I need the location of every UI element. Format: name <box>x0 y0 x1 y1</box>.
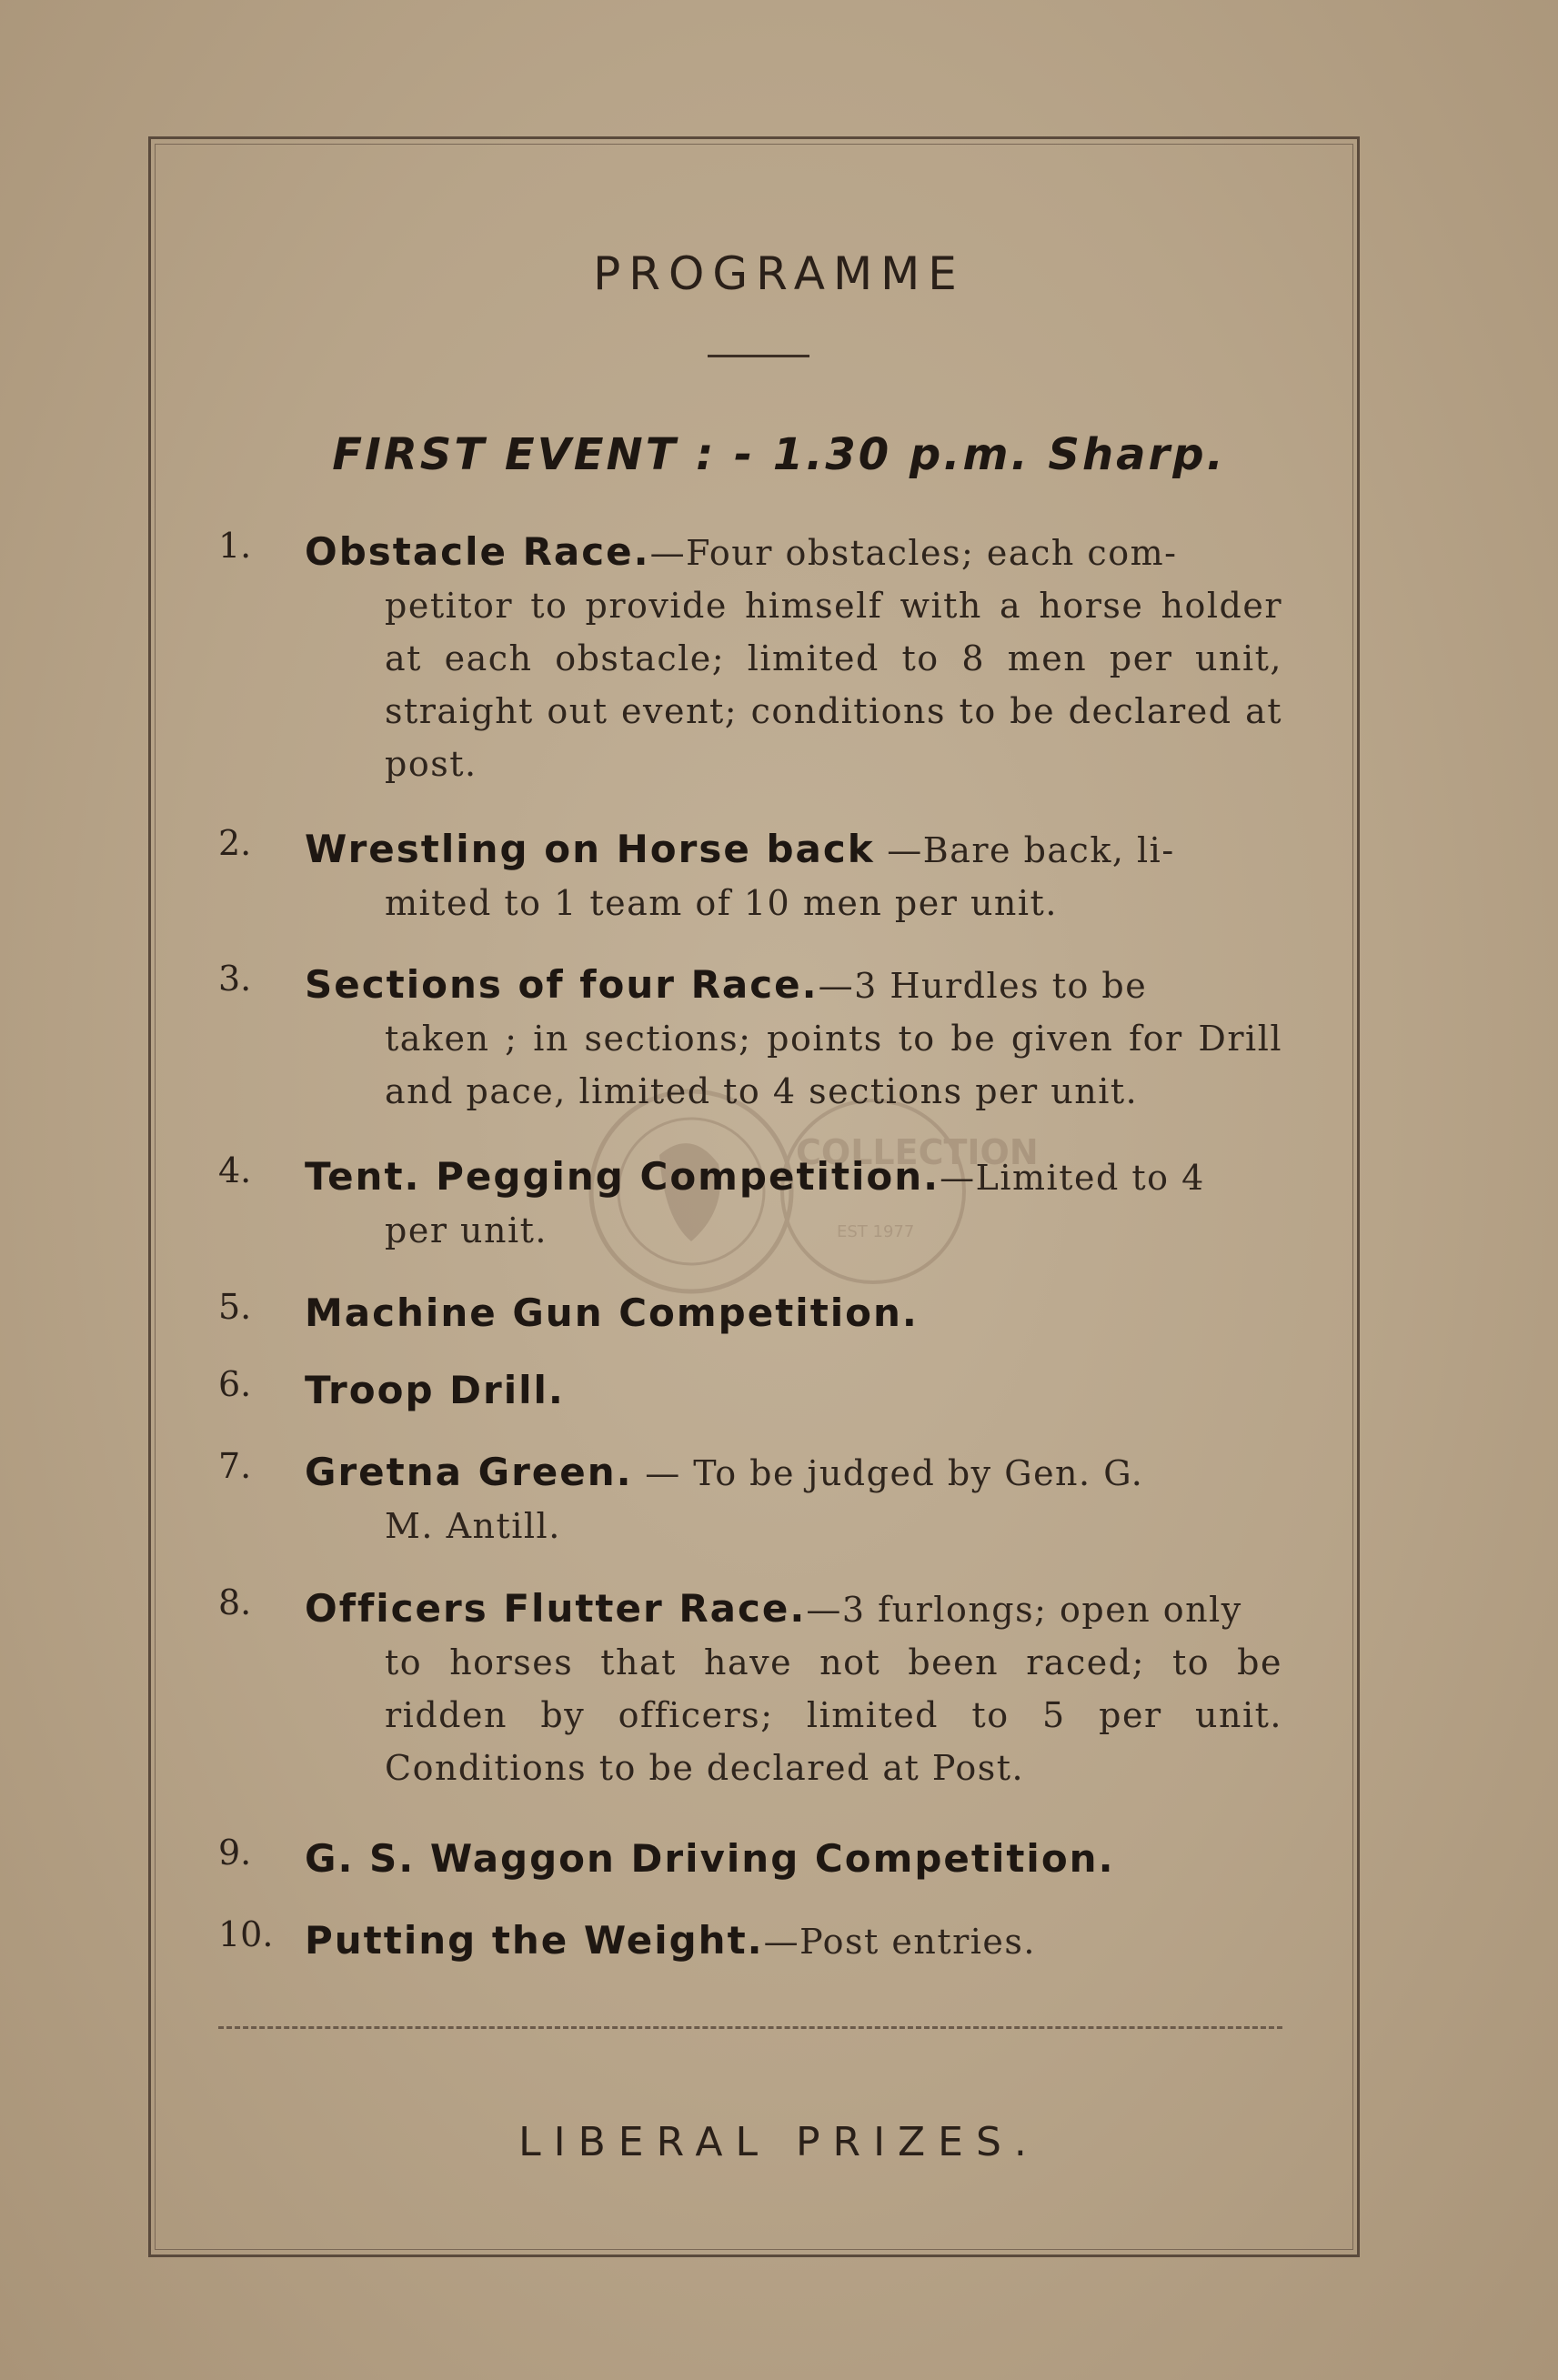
event-text-rest: petitor to provide himself with a horse holder at each obstacle; limited to 8 men per unit, straight out event; conditions to be declared at post. <box>385 586 1282 784</box>
event-name: Troop Drill. <box>305 1368 565 1412</box>
event-name: Tent. Pegging Competition. <box>305 1154 940 1199</box>
event-description <box>305 1446 1282 1552</box>
event-name: Gretna Green. <box>305 1450 633 1494</box>
event-description <box>305 959 1282 1118</box>
event-item <box>218 1287 1282 1341</box>
event-text-first: —3 Hurdles to be <box>818 966 1148 1006</box>
event-number: 8. <box>218 1582 252 1622</box>
event-description <box>305 1833 1282 1886</box>
event-description <box>305 526 1282 790</box>
event-item <box>218 1833 1282 1886</box>
first-event-time: FIRST EVENT : - 1.30 p.m. Sharp. <box>332 429 1226 480</box>
event-text-first: —3 furlongs; open only <box>806 1590 1242 1630</box>
event-text-first: —Four obstacles; each com- <box>649 533 1178 573</box>
event-text-rest: mited to 1 team of 10 men per unit. <box>385 883 1058 923</box>
footer-prizes: LIBERAL PRIZES. <box>518 2119 1040 2165</box>
event-number: 10. <box>218 1914 274 1954</box>
event-item <box>218 1364 1282 1418</box>
page-title: PROGRAMME <box>593 247 965 300</box>
event-text-rest: to horses that have not been raced; to be ridden by officers; limited to 5 per unit. Conditions to be declared at Post. <box>385 1642 1282 1788</box>
event-description <box>305 1914 1282 1968</box>
event-number: 9. <box>218 1833 252 1873</box>
event-description <box>305 1582 1282 1794</box>
event-description <box>305 823 1282 929</box>
event-name: Sections of four Race. <box>305 962 819 1007</box>
event-text-rest: M. Antill. <box>385 1506 561 1546</box>
event-number: 1. <box>218 526 252 566</box>
watermark-text: COLLECTION <box>796 1132 1039 1172</box>
event-number: 6. <box>218 1364 252 1404</box>
event-number: 7. <box>218 1446 252 1486</box>
event-item <box>218 1446 1282 1552</box>
event-text-rest: taken ; in sections; points to be given for Drill and pace, limited to 4 sections per unit. <box>385 1019 1282 1111</box>
bottom-divider <box>218 2026 1282 2029</box>
event-number: 3. <box>218 959 252 999</box>
event-text-first: — To be judged by Gen. G. <box>632 1453 1144 1493</box>
event-item <box>218 823 1282 929</box>
event-description <box>305 1287 1282 1341</box>
event-item <box>218 1914 1282 1968</box>
event-item <box>218 1582 1282 1794</box>
event-name: Machine Gun Competition. <box>305 1290 919 1335</box>
event-name: Wrestling on Horse back <box>305 827 875 871</box>
event-item <box>218 1150 1282 1257</box>
event-name: G. S. Waggon Driving Competition. <box>305 1836 1115 1881</box>
event-text-first: —Bare back, li- <box>874 830 1175 870</box>
event-name: Putting the Weight. <box>305 1918 764 1963</box>
event-number: 2. <box>218 823 252 863</box>
event-text-first: —Limited to 4 <box>940 1158 1205 1198</box>
event-name: Officers Flutter Race. <box>305 1586 807 1631</box>
event-number: 5. <box>218 1287 252 1327</box>
event-text-rest: per unit. <box>385 1210 548 1250</box>
event-item <box>218 526 1282 790</box>
event-description <box>305 1150 1282 1257</box>
watermark-est: EST 1977 <box>837 1222 915 1241</box>
event-text-first: —Post entries. <box>763 1922 1037 1962</box>
event-description <box>305 1364 1282 1418</box>
title-divider <box>708 355 809 357</box>
event-number: 4. <box>218 1150 252 1190</box>
event-item <box>218 959 1282 1118</box>
event-name: Obstacle Race. <box>305 529 650 574</box>
